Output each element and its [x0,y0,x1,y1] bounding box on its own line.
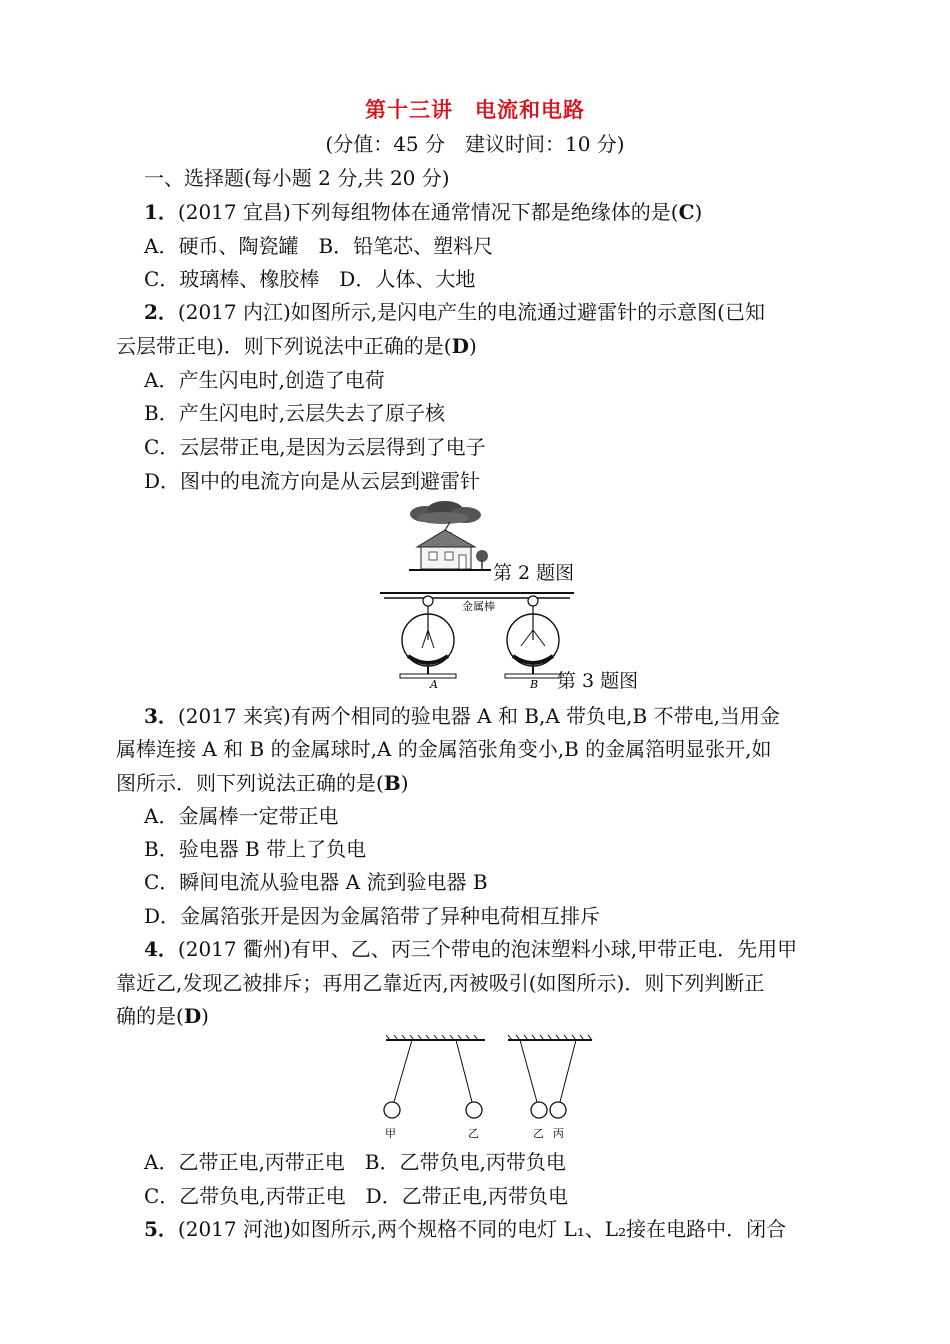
label-b: B [530,678,539,691]
q4-options-cd: C．乙带负电,丙带正电 D．乙带正电,丙带负电 [144,1184,569,1208]
electroscope-b [505,596,561,678]
cloud-icon [410,501,481,524]
q2-option-b: B．产生闪电时,云层失去了原子核 [144,401,446,425]
figure-3-caption: 第 3 题图 [557,670,639,692]
question-3-cont-1: 属棒连接 A 和 B 的金属球时,A 的金属箔张角变小,B 的金属箔明显张开,如 [116,737,772,761]
question-4-cont-2: 确的是(D) [116,1004,209,1028]
question-3: 3．(2017 来宾)有两个相同的验电器 A 和 B,A 带负电,B 不带电,当用金 [144,704,780,728]
label-yi-2: 乙 [533,1127,544,1140]
ball-yi-1 [466,1102,482,1118]
q3-option-d: D．金属箔张开是因为金属箔带了异种电荷相互排斥 [144,904,601,928]
answer-3: B [383,771,401,795]
figure-2-lightning [405,500,495,580]
question-1: 1．(2017 宜昌)下列每组物体在通常情况下都是绝缘体的是(C) [144,200,703,224]
question-2: 2．(2017 内江)如图所示,是闪电产生的电流通过避雷针的示意图(已知 [144,300,765,324]
q2-option-a: A．产生闪电时,创造了电荷 [144,368,385,392]
question-3-cont-2: 图所示．则下列说法正确的是(B) [116,771,409,795]
figure-2-caption: 第 2 题图 [493,562,575,584]
figure-3-electroscopes [378,588,578,691]
house-icon [417,530,475,569]
q3-option-b: B．验电器 B 带上了负电 [144,837,367,861]
figure-4-charged-balls [380,1034,600,1146]
q2-option-c: C．云层带正电,是因为云层得到了电子 [144,435,486,459]
answer-1: C [678,200,695,224]
ball-jia [384,1102,400,1118]
question-4: 4．(2017 衢州)有甲、乙、丙三个带电的泡沫塑料小球,甲带正电．先用甲 [144,937,798,961]
question-5: 5．(2017 河池)如图所示,两个规格不同的电灯 L₁、L₂接在电路中．闭合 [144,1217,787,1241]
label-jia: 甲 [385,1127,396,1140]
section-heading: 一、选择题(每小题 2 分,共 20 分) [144,166,450,190]
question-4-cont-1: 靠近乙,发现乙被排斥；再用乙靠近丙,丙被吸引(如图所示)．则下列判断正 [116,971,765,995]
ball-yi-2 [531,1102,547,1118]
page-title: 第十三讲 电流和电路 [365,97,585,122]
label-yi-1: 乙 [468,1127,479,1140]
label-a: A [430,678,438,691]
q2-option-d: D．图中的电流方向是从云层到避雷针 [144,469,481,493]
tree-icon [476,550,488,569]
q3-option-a: A．金属棒一定带正电 [144,804,339,828]
electroscope-a [400,596,456,678]
q1-options-cd: C．玻璃棒、橡胶棒 D．人体、大地 [144,267,476,291]
question-2-cont: 云层带正电)．则下列说法中正确的是(D) [116,334,477,358]
ball-bing [550,1102,566,1118]
score-and-time: (分值：45 分 建议时间：10 分) [325,132,625,156]
label-bing: 丙 [553,1127,564,1140]
answer-2: D [451,334,469,358]
rod-label: 金属棒 [462,600,495,613]
q3-option-c: C．瞬间电流从验电器 A 流到验电器 B [144,870,488,894]
q1-options-ab: A．硬币、陶瓷罐 B．铅笔芯、塑料尺 [144,234,494,258]
support-left [384,1035,485,1118]
q4-options-ab: A．乙带正电,丙带正电 B．乙带负电,丙带负电 [144,1150,566,1174]
support-right [508,1035,592,1118]
answer-4: D [183,1004,202,1028]
